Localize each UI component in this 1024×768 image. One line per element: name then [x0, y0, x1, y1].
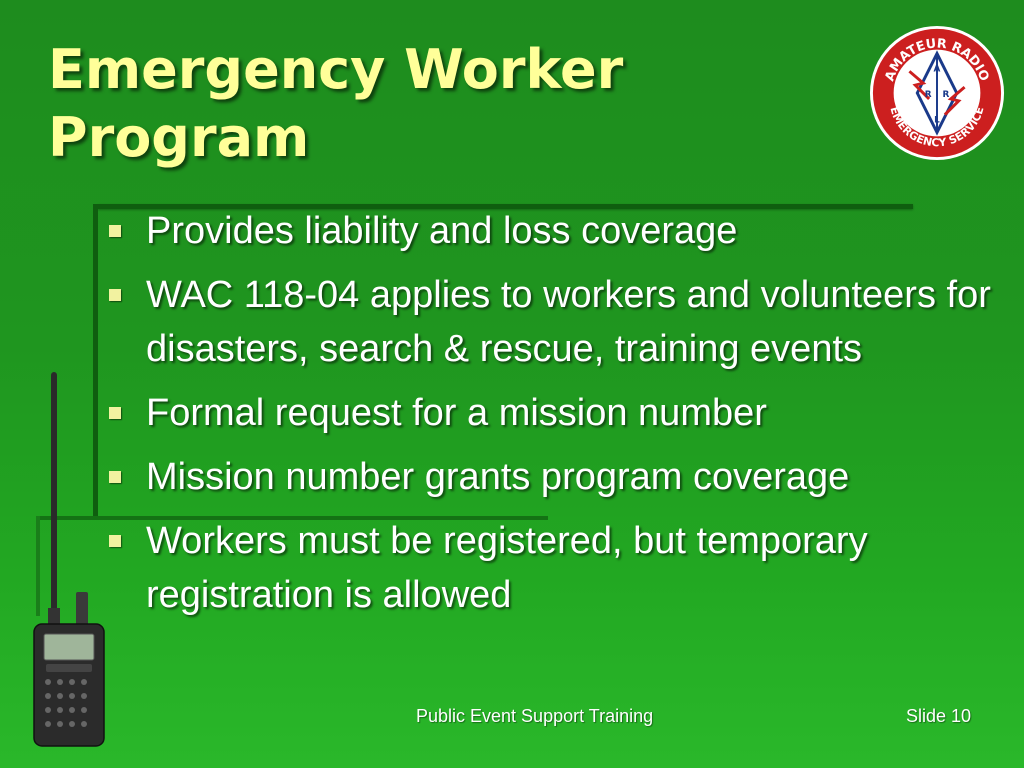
bullet-item: [106, 450, 1016, 504]
bullet-text: Provides liability and loss coverage: [146, 210, 738, 252]
logo-top-text: AMATEUR RADIO: [882, 36, 992, 84]
square-bullet-icon: [109, 407, 121, 419]
logo-letter-r1: R: [924, 89, 932, 100]
logo-bottom-text: EMERGENCY SERVICE: [887, 105, 987, 150]
logo-letter-r2: R: [942, 89, 950, 100]
ares-logo-icon: [868, 24, 1006, 162]
bullet-text: Mission number grants program coverage: [146, 456, 850, 498]
logo-letter-a: A: [933, 64, 941, 75]
square-bullet-icon: [109, 289, 121, 301]
bullet-list: [106, 204, 1016, 632]
footer-slide-number: Slide 10: [906, 706, 972, 726]
bullet-item: [106, 514, 1016, 622]
bullet-text: Formal request for a mission number: [146, 392, 767, 434]
square-bullet-icon: [109, 471, 121, 483]
bullet-text: WAC 118-04 applies to workers and volunteers for disasters, search & rescue, training events: [146, 274, 991, 370]
handheld-radio-icon: [30, 372, 110, 752]
logo-letter-l: L: [934, 115, 940, 126]
bullet-item: [106, 268, 1016, 376]
footer-presentation-title: Public Event Support Training: [416, 706, 654, 726]
square-bullet-icon: [109, 225, 121, 237]
slide-title-line-2: Program: [48, 106, 310, 169]
slide-title-line-1: Emergency Worker: [48, 38, 624, 101]
bullet-text: Workers must be registered, but temporary registration is allowed: [146, 520, 868, 616]
bullet-item: [106, 386, 1016, 440]
bullet-item: [106, 204, 1016, 258]
slide-title: [48, 36, 808, 172]
square-bullet-icon: [109, 535, 121, 547]
